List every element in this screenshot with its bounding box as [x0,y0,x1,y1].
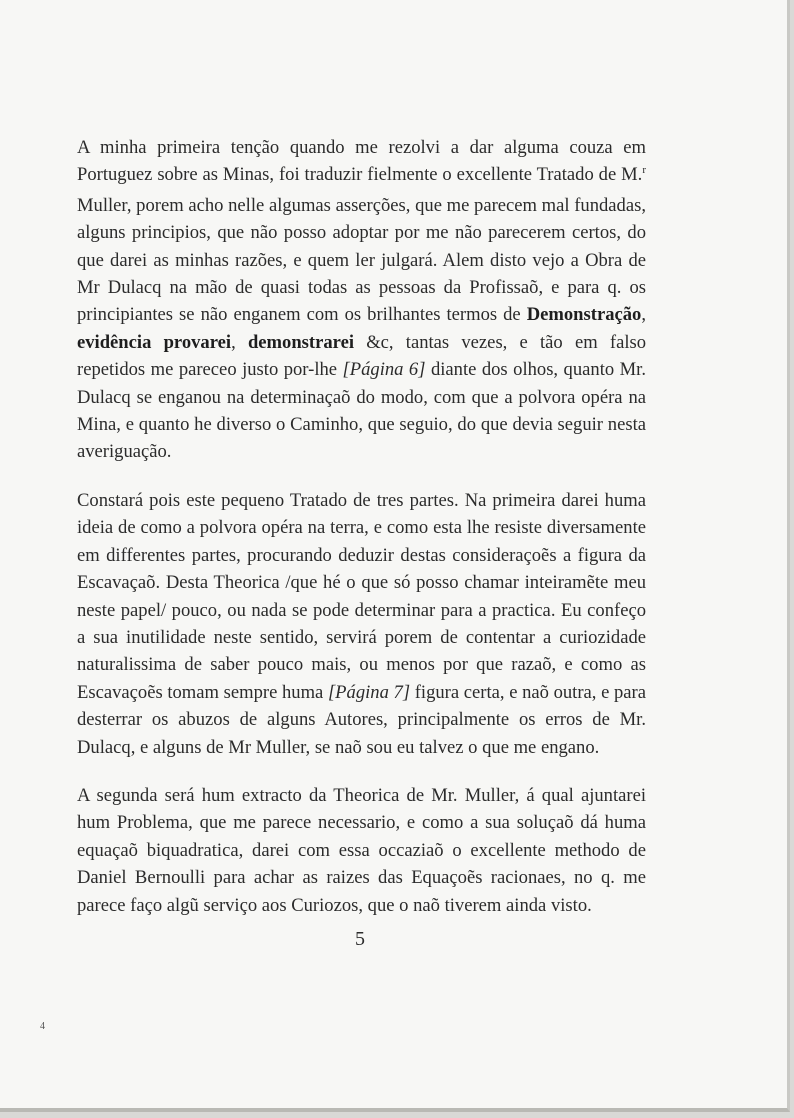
bold-term: Demonstração [526,304,642,326]
paragraph [77,487,646,761]
body-text [77,134,646,940]
bold-term: evidência provarei [77,331,232,353]
text-run: A minha primeira tenção quando me rezolvi a dar alguma couza em Portuguez sobre as Minas, foi traduzir fielmente o excellente Tratado de M. [77,137,646,186]
paragraph [77,134,646,466]
page-marker: [Página 6] [342,359,426,381]
text-run: , [641,304,646,326]
page-number: 5 [355,928,365,950]
bold-term: demonstrarei [247,331,354,353]
paragraph [77,782,646,919]
text-run: &c, tantas vezes, e tão em falso repetidos me pareceo justo por-lhe [77,331,647,381]
edge-mark: 4 [40,1021,45,1032]
text-run: Constará pois este pequeno Tratado de tres partes. Na primeira darei huma ideia de como a polvora opéra na terra, e como esta lhe resiste diversamente em differentes partes, procurando deduzir destas consideraçoẽs a figura da Escavaçaõ. Desta Theorica /que hé o que só posso chamar inteiramẽte meu neste papel/ pouco, ou nada se pode determinar para a practica. Eu confeço a sua inutilidade neste sentido, servirá porem de contentar a curiozidade naturalissima de saber pouco mais, ou menos por que razaõ, e como as Escavaçoẽs tomam sempre huma [77,489,646,703]
text-run: , [231,331,248,353]
text-run: diante dos olhos, quanto Mr. Dulacq se enganou na determinaçaõ do modo, com que a polvora opéra na Mina, e quanto he diverso o Caminho, que seguio, do que devia seguir nesta averiguação. [77,359,646,463]
text-run: A segunda será hum extracto da Theorica de Mr. Muller, á qual ajuntarei hum Problema, que me parece necessario, e como a sua soluçaõ dá huma equaçaõ biquadratica, darei com essa occaziaõ o excellente methodo de Daniel Bernoulli para achar as raizes das Equaçoẽs racionaes, no q. me parece faço algũ serviço aos Curiozos, que o naõ tiverem ainda visto. [77,784,646,916]
text-run: figura certa, e naõ outra, e para desterrar os abuzos de alguns Autores, principalmente os erros de Mr. Dulacq, e alguns de Mr Muller, se naõ sou eu talvez o que me engano. [77,681,646,758]
page-marker: [Página 7] [327,681,411,703]
superscript: r [642,164,646,177]
text-run: Muller, porem acho nelle algumas asserções, que me parecem mal fundadas, alguns principios, que não posso adoptar por me não parecerem certos, do que darei as minhas razões, e quem ler julgará. Alem disto vejo a Obra de Mr Dulacq na mão de quasi todas as pessoas da Profissaõ, e para q. os principiantes se não enganem com os brilhantes termos de [77,194,646,326]
